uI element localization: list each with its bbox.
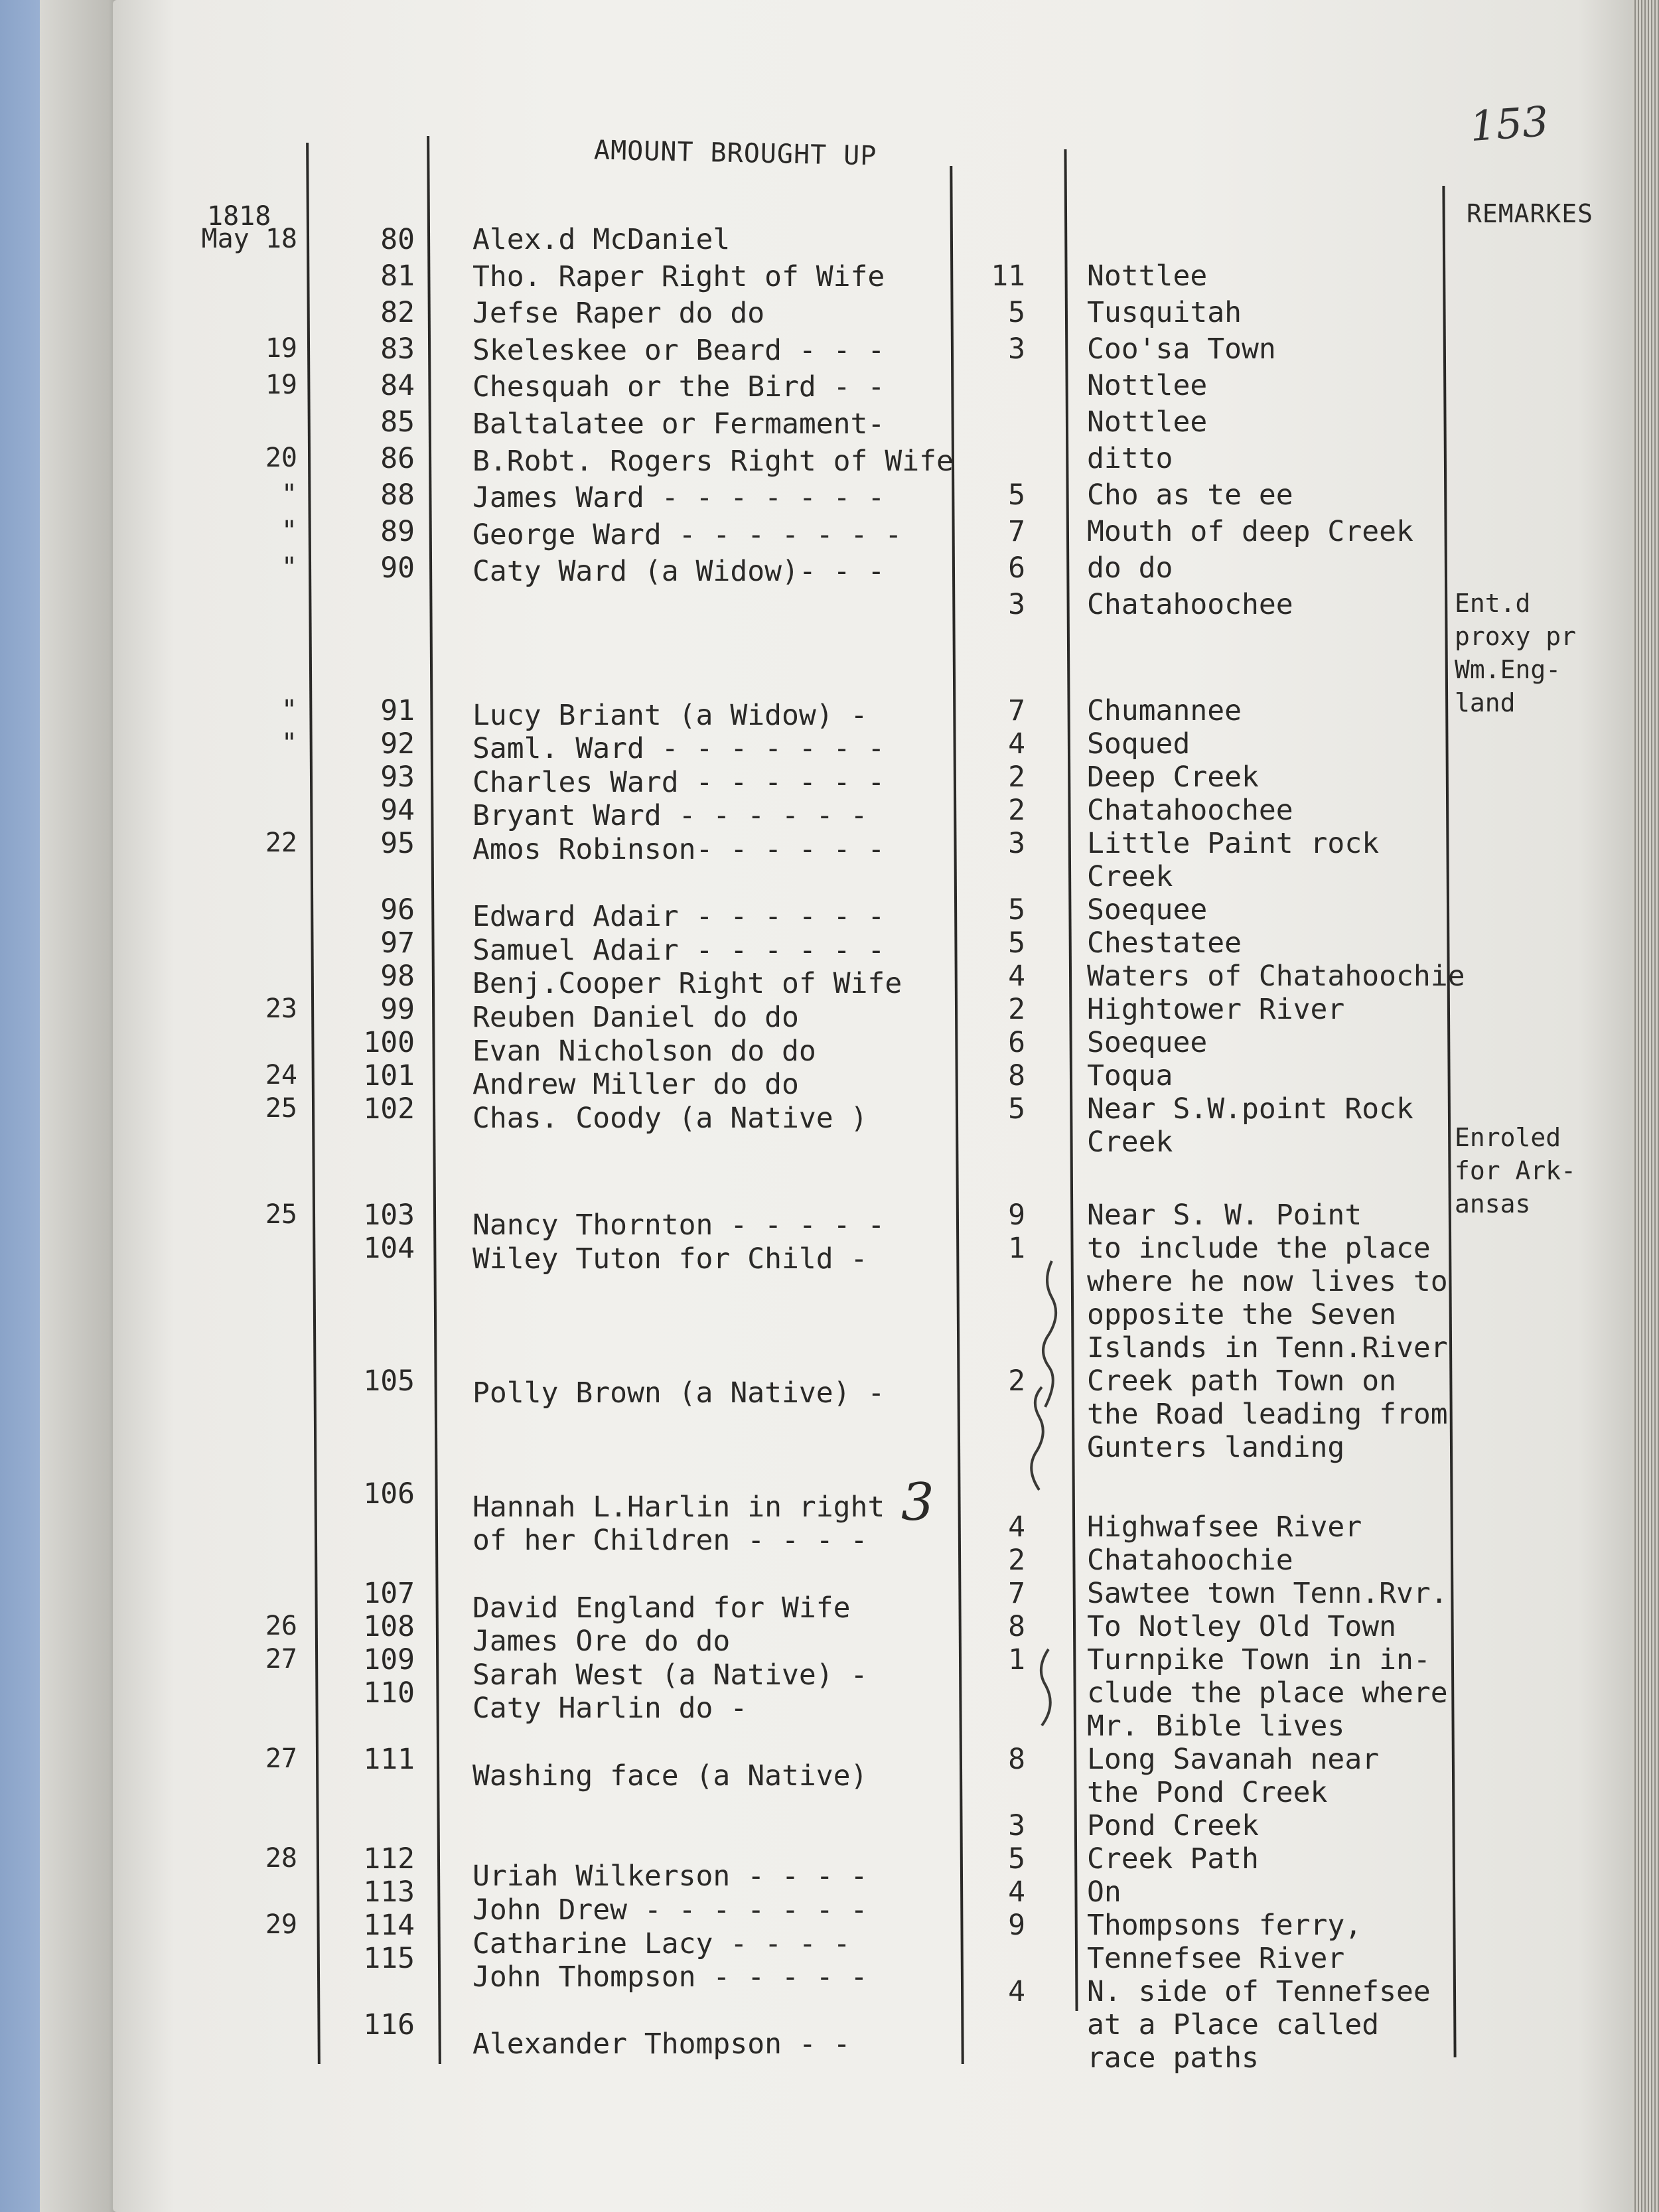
row-quantity: 2	[1008, 1364, 1025, 1398]
row-quantity: 2	[1008, 993, 1025, 1026]
row-quantity: 4	[1008, 727, 1025, 761]
row-place: Deep Creek	[1087, 761, 1259, 794]
bracket-3	[1041, 1649, 1050, 1726]
row-place: Chatahoochie	[1087, 1544, 1293, 1577]
row-number: 106	[363, 1477, 415, 1511]
row-place: Thompsons ferry,	[1087, 1909, 1362, 1942]
row-quantity: 8	[1008, 1059, 1025, 1092]
row-place: Chatahoochee	[1087, 794, 1293, 827]
row-quantity: 1	[1008, 1232, 1025, 1265]
row-number: 84	[380, 369, 415, 402]
row-number: 98	[380, 960, 415, 993]
row-place: Nottlee	[1087, 259, 1208, 293]
row-quantity: 7	[1008, 694, 1025, 727]
remark-line: Wm.Eng-	[1455, 655, 1561, 684]
row-place: Toqua	[1087, 1059, 1173, 1092]
row-place: Cho as te ee	[1087, 479, 1293, 512]
row-place: Mr. Bible lives	[1087, 1710, 1345, 1743]
row-place: Gunters landing	[1087, 1431, 1345, 1464]
row-place: On	[1087, 1876, 1121, 1909]
row-place: do do	[1087, 552, 1173, 585]
row-place: Coo'sa Town	[1087, 332, 1276, 366]
row-place: Near S.W.point Rock	[1087, 1092, 1413, 1126]
row-name: Caty Harlin do -	[472, 1692, 748, 1726]
row-number: 99	[380, 993, 415, 1026]
row-number: 81	[380, 259, 415, 293]
row-place: Long Savanah near	[1087, 1743, 1380, 1776]
row-quantity: 1	[1008, 1643, 1025, 1676]
remark-line: for Ark-	[1455, 1156, 1577, 1185]
row-place: ditto	[1087, 442, 1173, 475]
row-place: clude the place where	[1087, 1676, 1448, 1710]
row-quantity: 2	[1008, 761, 1025, 794]
row-place: Sawtee town Tenn.Rvr.	[1087, 1577, 1448, 1610]
row-number: 100	[363, 1026, 415, 1059]
row-name: B.Robt. Rogers Right of Wife	[472, 444, 954, 478]
row-date: 29	[265, 1909, 297, 1940]
row-number: 83	[380, 332, 415, 366]
row-number: 90	[380, 552, 415, 585]
row-date: "	[281, 516, 297, 546]
row-number: 105	[363, 1364, 415, 1398]
row-number: 113	[363, 1876, 415, 1909]
row-quantity: 7	[1008, 1577, 1025, 1610]
row-quantity: 8	[1008, 1610, 1025, 1643]
row-name: Sarah West (a Native) -	[472, 1658, 868, 1692]
row-place: Creek	[1087, 1126, 1173, 1159]
row-quantity: 3	[1008, 827, 1025, 860]
row-number: 116	[363, 2008, 415, 2041]
row-name: Edward Adair - - - - - -	[472, 900, 885, 934]
row-name: Uriah Wilkerson - - - -	[472, 1860, 868, 1893]
row-name: Polly Brown (a Native) -	[472, 1376, 885, 1410]
row-name: Wiley Tuton for Child -	[472, 1242, 868, 1276]
row-quantity: 5	[1008, 296, 1025, 329]
row-number: 97	[380, 926, 415, 960]
row-name: John Thompson - - - - -	[472, 1960, 868, 1994]
row-name: Chesquah or the Bird - -	[472, 370, 885, 404]
row-name: Lucy Briant (a Widow) -	[472, 698, 868, 732]
row-name: John Drew - - - - - - -	[472, 1893, 868, 1927]
row-date: 20	[265, 443, 297, 473]
header-amount-brought-up: AMOUNT BROUGHT UP	[593, 135, 877, 172]
row-number: 102	[363, 1092, 415, 1126]
row-quantity: 4	[1008, 1511, 1025, 1544]
row-place: Mouth of deep Creek	[1087, 515, 1413, 548]
row-name: Benj.Cooper Right of Wife	[472, 967, 902, 1001]
row-name: Saml. Ward - - - - - - -	[472, 732, 885, 766]
row-name: Charles Ward - - - - - -	[472, 765, 885, 799]
row-number: 115	[363, 1942, 415, 1975]
row-name: Reuben Daniel do do	[472, 1001, 799, 1034]
row-quantity: 6	[1008, 552, 1025, 585]
row-number: 91	[380, 694, 415, 727]
remark-line: proxy pr	[1455, 622, 1577, 651]
row-quantity: 4	[1008, 1975, 1025, 2008]
row-date: "	[281, 479, 297, 510]
row-name: Tho. Raper Right of Wife	[472, 259, 885, 293]
row-number: 94	[380, 794, 415, 827]
row-number: 107	[363, 1577, 415, 1610]
row-quantity: 11	[991, 259, 1025, 293]
remark-line: ansas	[1455, 1189, 1531, 1218]
row-date: "	[281, 728, 297, 759]
row-number: 86	[380, 442, 415, 475]
row-quantity: 5	[1008, 893, 1025, 926]
row-place: to include the place	[1087, 1232, 1431, 1265]
row-quantity: 5	[1008, 1842, 1025, 1876]
row-place: the Pond Creek	[1087, 1776, 1328, 1809]
row-name: Baltalatee or Fermament-	[472, 407, 885, 441]
row-number: 96	[380, 893, 415, 926]
row-quantity: 9	[1008, 1909, 1025, 1942]
row-place: N. side of Tennefsee	[1087, 1975, 1431, 2008]
row-name: Bryant Ward - - - - - -	[472, 799, 868, 833]
page-number: 153	[1468, 96, 1550, 151]
row-name: James Ward - - - - - - -	[472, 481, 885, 515]
row-quantity: 3	[1008, 588, 1025, 621]
row-quantity: 4	[1008, 1876, 1025, 1909]
margin-note: 3	[901, 1473, 934, 1532]
row-name: Samuel Adair - - - - - -	[472, 933, 885, 967]
row-number: 112	[363, 1842, 415, 1876]
row-date: 19	[265, 370, 297, 400]
row-name: Caty Ward (a Widow)- - -	[472, 555, 885, 589]
year: 1818	[207, 201, 271, 232]
row-name: Catharine Lacy - - - -	[472, 1927, 851, 1960]
row-quantity: 5	[1008, 926, 1025, 960]
row-place: Near S. W. Point	[1087, 1199, 1362, 1232]
row-quantity: 6	[1008, 1026, 1025, 1059]
row-quantity: 2	[1008, 794, 1025, 827]
row-name: David England for Wife	[472, 1591, 851, 1625]
row-place: Creek	[1087, 860, 1173, 893]
row-date: "	[281, 552, 297, 583]
row-date: 19	[265, 333, 297, 364]
row-name: Andrew Miller do do	[472, 1068, 799, 1102]
row-place: at a Place called	[1087, 2008, 1380, 2041]
row-place: Tennefsee River	[1087, 1942, 1345, 1975]
row-date: 27	[265, 1743, 297, 1774]
row-number: 89	[380, 515, 415, 548]
row-place: Nottlee	[1087, 406, 1208, 439]
row-quantity: 3	[1008, 332, 1025, 366]
row-name: Washing face (a Native)	[472, 1759, 868, 1793]
row-place: Tusquitah	[1087, 296, 1242, 329]
header-remarks: REMARKES	[1467, 199, 1594, 228]
row-place: race paths	[1087, 2041, 1259, 2075]
row-quantity: 5	[1008, 479, 1025, 512]
row-place: the Road leading from	[1087, 1398, 1448, 1431]
row-place: To Notley Old Town	[1087, 1610, 1396, 1643]
row-place: Nottlee	[1087, 369, 1208, 402]
row-name: Chas. Coody (a Native )	[472, 1101, 868, 1135]
remark-line: Enroled	[1455, 1123, 1561, 1152]
row-quantity: 5	[1008, 1092, 1025, 1126]
row-quantity: 9	[1008, 1199, 1025, 1232]
remark-line: Ent.d	[1455, 589, 1531, 618]
row-name: of her Children - - - -	[472, 1524, 868, 1558]
row-number: 80	[380, 223, 415, 256]
row-number: 103	[363, 1199, 415, 1232]
row-date: 28	[265, 1843, 297, 1874]
row-quantity: 8	[1008, 1743, 1025, 1776]
row-place: Highwafsee River	[1087, 1511, 1362, 1544]
row-place: Chumannee	[1087, 694, 1242, 727]
row-date: 26	[265, 1611, 297, 1641]
row-number: 104	[363, 1232, 415, 1265]
bracket-2	[1031, 1387, 1043, 1490]
row-name: George Ward - - - - - - -	[472, 518, 902, 552]
row-number: 110	[363, 1676, 415, 1710]
row-place: Chestatee	[1087, 926, 1242, 960]
remark-line: land	[1455, 688, 1516, 717]
row-number: 108	[363, 1610, 415, 1643]
row-number: 85	[380, 406, 415, 439]
row-name: Amos Robinson- - - - - -	[472, 833, 885, 866]
row-date: 25	[265, 1093, 297, 1124]
row-place: Islands in Tenn.River	[1087, 1331, 1448, 1364]
row-place: Waters of Chatahoochie	[1087, 960, 1465, 993]
row-date: "	[281, 695, 297, 725]
row-number: 95	[380, 827, 415, 860]
row-place: Soequee	[1087, 893, 1208, 926]
row-name: Evan Nicholson do do	[472, 1034, 816, 1068]
row-place: Soqued	[1087, 727, 1190, 761]
row-quantity: 2	[1008, 1544, 1025, 1577]
row-number: 111	[363, 1743, 415, 1776]
row-name: Alexander Thompson - -	[472, 2028, 851, 2061]
row-date: 22	[265, 828, 297, 858]
row-place: Creek Path	[1087, 1842, 1259, 1876]
row-number: 92	[380, 727, 415, 761]
row-place: opposite the Seven	[1087, 1298, 1396, 1331]
row-name: Jefse Raper do do	[472, 297, 765, 331]
row-date: 25	[265, 1199, 297, 1230]
row-place: Creek path Town on	[1087, 1364, 1396, 1398]
row-place: Little Paint rock	[1087, 827, 1380, 860]
row-number: 101	[363, 1059, 415, 1092]
row-date: 27	[265, 1644, 297, 1674]
row-place: Chatahoochee	[1087, 588, 1293, 621]
row-number: 93	[380, 761, 415, 794]
row-number: 109	[363, 1643, 415, 1676]
row-quantity: 7	[1008, 515, 1025, 548]
row-quantity: 3	[1008, 1809, 1025, 1842]
row-date: May 18	[201, 224, 297, 254]
row-name: Skeleskee or Beard - - -	[472, 333, 885, 367]
row-date: 23	[265, 994, 297, 1024]
row-place: Pond Creek	[1087, 1809, 1259, 1842]
row-number: 88	[380, 479, 415, 512]
row-name: Alex.d McDaniel	[472, 223, 731, 256]
row-name: James Ore do do	[472, 1625, 731, 1659]
row-place: Hightower River	[1087, 993, 1345, 1026]
row-name: Hannah L.Harlin in right	[472, 1490, 885, 1524]
row-place: where he now lives to	[1087, 1265, 1448, 1298]
row-date: 24	[265, 1060, 297, 1090]
row-name: Nancy Thornton - - - - -	[472, 1209, 885, 1242]
row-number: 82	[380, 296, 415, 329]
row-number: 114	[363, 1909, 415, 1942]
bracket-1	[1043, 1261, 1056, 1407]
row-place: Turnpike Town in in-	[1087, 1643, 1431, 1676]
row-quantity: 4	[1008, 960, 1025, 993]
row-place: Soequee	[1087, 1026, 1208, 1059]
